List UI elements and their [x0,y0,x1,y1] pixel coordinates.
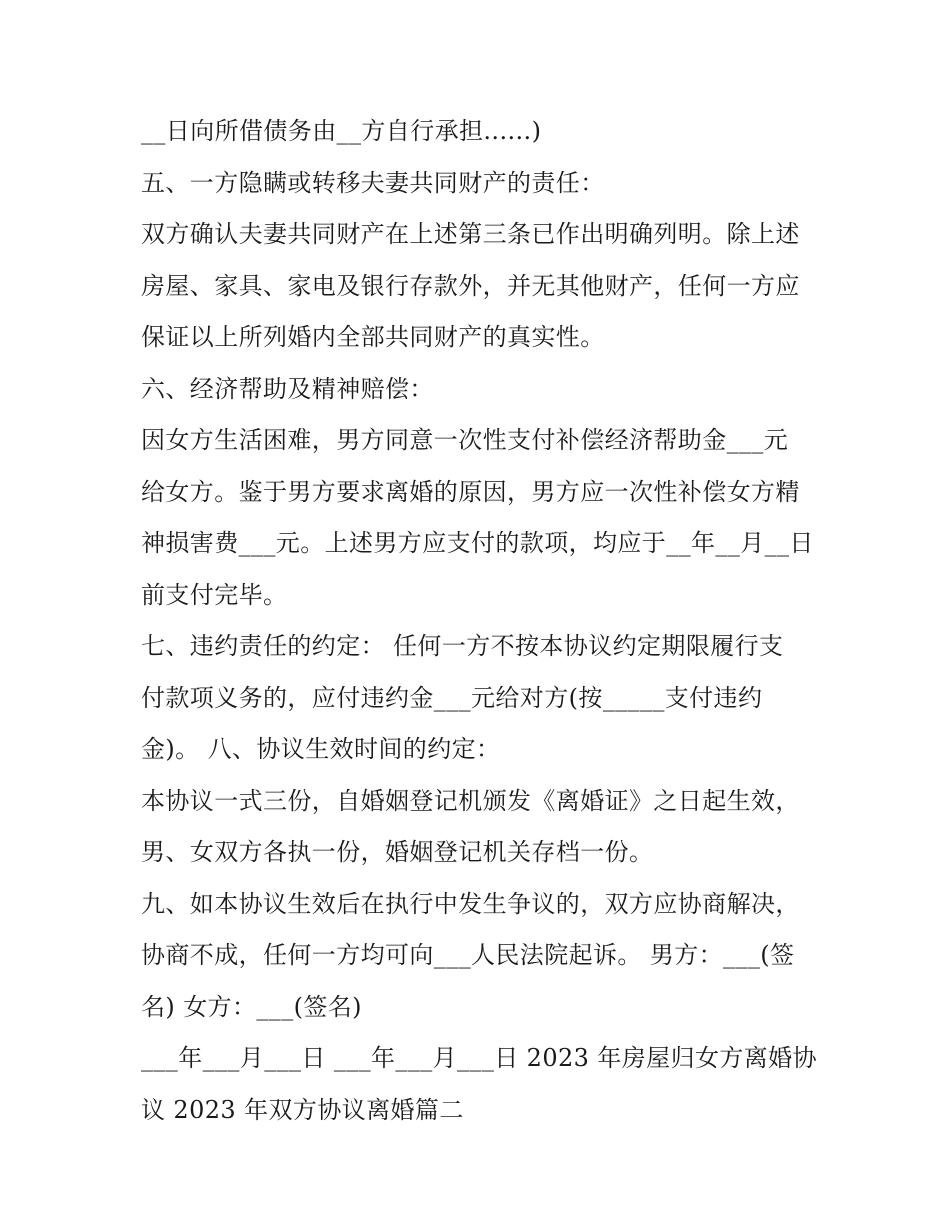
section-heading-6: 六、经济帮助及精神赔偿： [141,374,434,403]
text-line: 给女方。鉴于男方要求离婚的原因，男方应一次性补偿女方精 [141,477,800,506]
text-line: 男、女双方各执一份，婚姻登记机关存档一份。 [141,838,654,866]
text-line: 前支付完毕。 [141,580,288,609]
text-line: 双方确认夫妻共同财产在上述第三条已作出明确列明。除上述 [141,220,800,248]
section-heading-8: 金)。 八、协议生效时间的约定： [141,735,501,763]
text-line: 本协议一式三份，自婚姻登记机颁发《离婚证》之日起生效， [141,786,800,815]
text-line: 房屋、家具、家电及银行存款外，并无其他财产，任何一方应 [141,271,800,300]
text-line: 付款项义务的，应付违约金___元给对方(按_____支付违约 [141,683,763,712]
document-body [141,106,821,1136]
section-heading-9: 九、如本协议生效后在执行中发生争议的，双方应协商解决， [141,889,800,918]
text-line: 议 2023 年双方协议离婚篇二 [141,1095,464,1124]
text-line: 因女方生活困难，男方同意一次性支付补偿经济帮助金___元 [141,426,789,454]
signature-line: 协商不成，任何一方均可向___人民法院起诉。 男方：___(签 [141,941,795,969]
section-heading-5: 五、一方隐瞒或转移夫妻共同财产的责任： [141,168,605,197]
signature-line: 名) 女方：___(签名) [141,992,362,1021]
date-line: ___年___月___日 ___年___月___日 2023 年房屋归女方离婚协 [141,1044,817,1072]
text-line: __日向所借债务由__方自行承担......) [141,117,542,145]
text-line: 神损害费___元。上述男方应支付的款项，均应于__年__月__日 [141,529,814,557]
section-heading-7: 七、违约责任的约定： 任何一方不按本协议约定期限履行支 [141,632,784,660]
text-line: 保证以上所列婚内全部共同财产的真实性。 [141,323,605,351]
